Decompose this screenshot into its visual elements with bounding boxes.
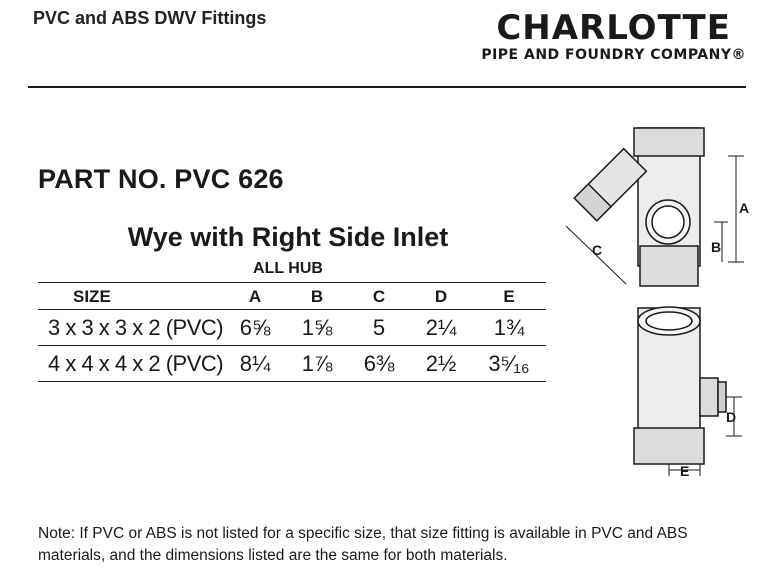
table-row: [38, 346, 546, 382]
column-header: C: [348, 283, 410, 310]
dim-label-b: B: [711, 239, 722, 255]
charlotte-logo: [481, 10, 746, 64]
dim-label-c: C: [592, 242, 603, 258]
logo-tagline: PIPE AND FOUNDRY COMPANY®: [481, 47, 746, 63]
table-row: [38, 310, 546, 346]
dim-c-cell: 6⅜: [348, 346, 410, 382]
dim-e-cell: 3⁵⁄₁₆: [472, 346, 546, 382]
part-number: PART NO. PVC 626: [38, 164, 284, 194]
size-cell: 4 x 4 x 4 x 2 (PVC): [38, 346, 224, 382]
dim-c-cell: 5: [348, 310, 410, 346]
column-header: SIZE: [38, 283, 224, 310]
dim-d-cell: 2½: [410, 346, 472, 382]
dim-e-cell: 1¾: [472, 310, 546, 346]
dim-b-cell: 1⅞: [286, 346, 348, 382]
dim-a-cell: 8¼: [224, 346, 286, 382]
column-header: E: [472, 283, 546, 310]
dim-label-e: E: [680, 463, 690, 479]
dim-label-a: A: [739, 200, 750, 216]
table-header-row: [38, 283, 546, 310]
column-header: A: [224, 283, 286, 310]
dim-d-cell: 2¼: [410, 310, 472, 346]
fitting-drawing: [556, 116, 756, 486]
dim-label-d: D: [726, 409, 737, 425]
catalog-section-title: PVC and ABS DWV Fittings: [33, 8, 267, 28]
column-header: B: [286, 283, 348, 310]
dimensions-table: [38, 282, 546, 382]
dim-a-cell: 6⅝: [224, 310, 286, 346]
materials-note: Note: If PVC or ABS is not listed for a specific size, that size fitting is available in PVC and ABS materials, and the dimensions listed are the same for both materials.: [38, 525, 688, 564]
column-header: D: [410, 283, 472, 310]
connection-type: ALL HUB: [253, 260, 323, 277]
product-title: Wye with Right Side Inlet: [127, 222, 449, 252]
size-cell: 3 x 3 x 3 x 2 (PVC): [38, 310, 224, 346]
dim-b-cell: 1⅝: [286, 310, 348, 346]
header-divider: [28, 86, 746, 88]
logo-wordmark: CHARLOTTE: [496, 8, 731, 48]
